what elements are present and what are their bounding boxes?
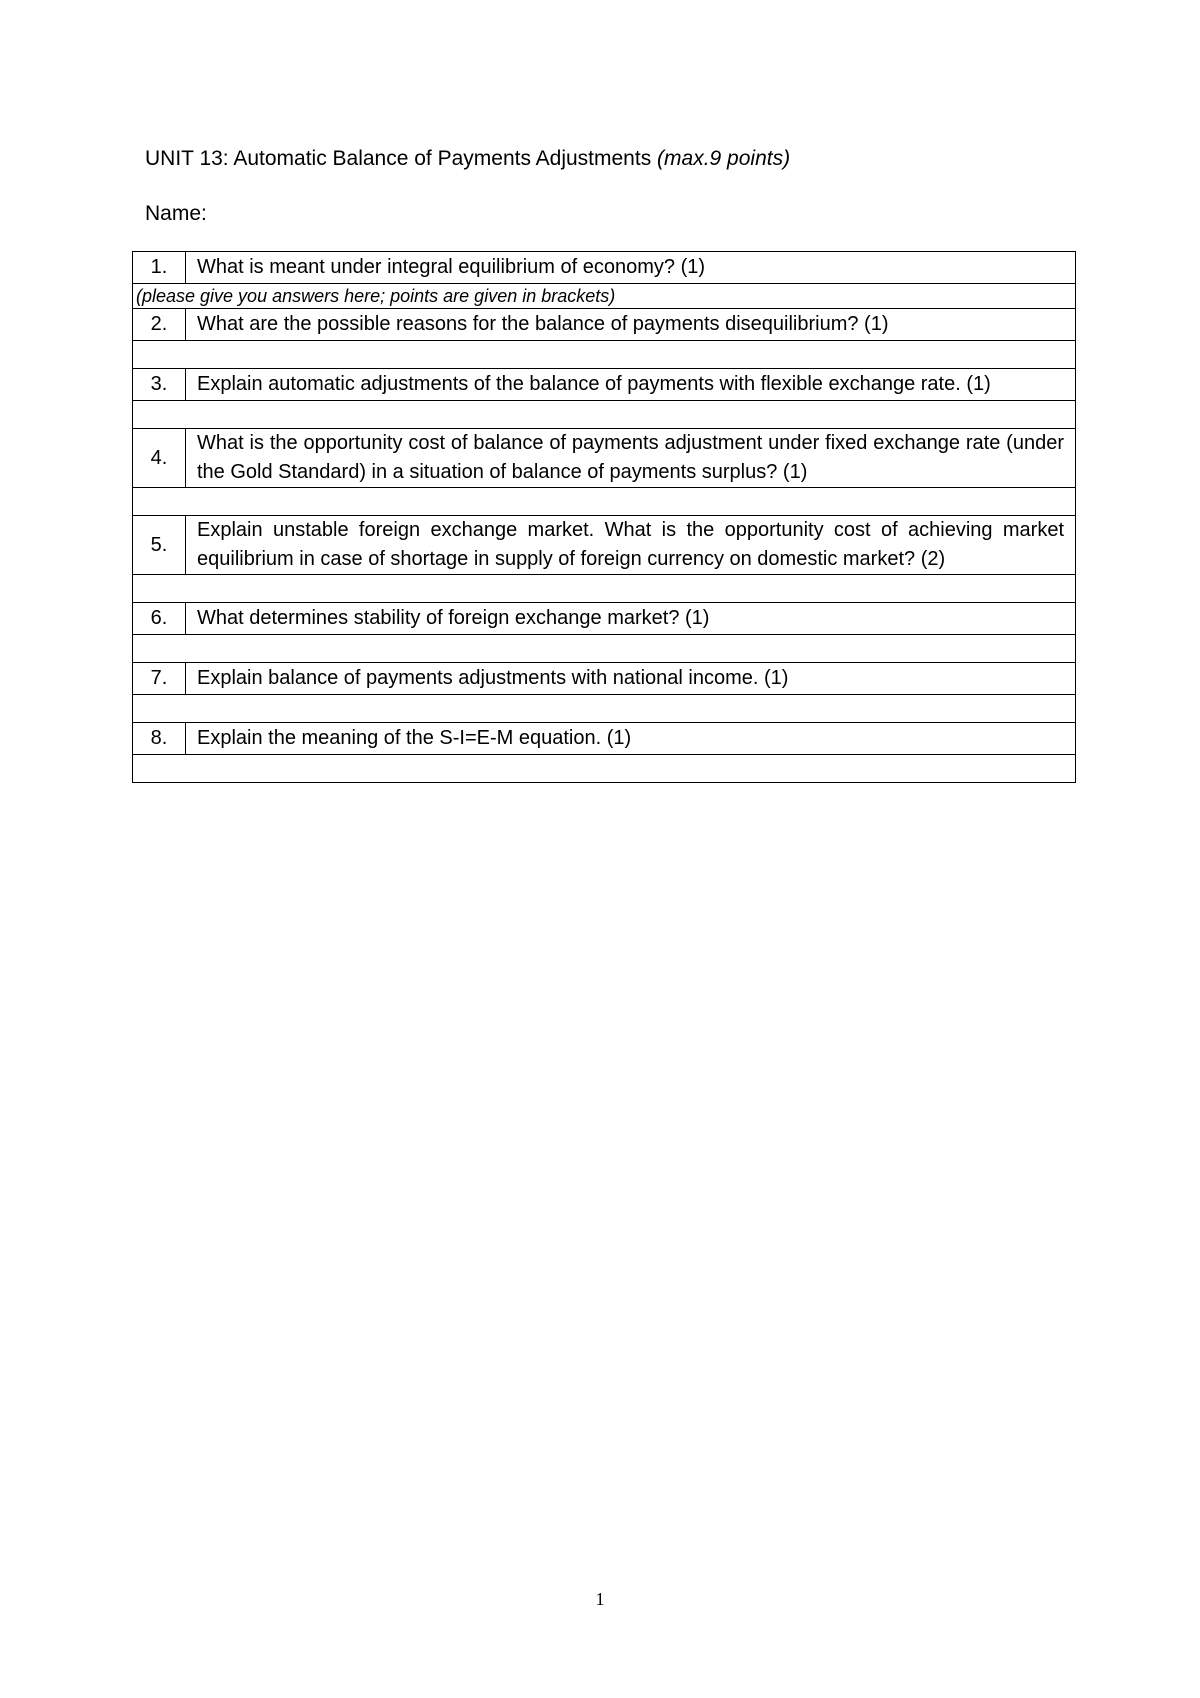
question-number: 5. bbox=[133, 516, 186, 575]
answer-cell[interactable]: (please give you answers here; points are given in brackets) bbox=[133, 284, 1076, 309]
answer-row bbox=[133, 635, 1076, 663]
question-text: Explain unstable foreign exchange market. What is the opportunity cost of achieving market equilibrium in case of shortage in supply of foreign currency on domestic market? (2) bbox=[186, 516, 1076, 575]
answer-cell[interactable] bbox=[133, 575, 1076, 603]
answer-cell[interactable] bbox=[133, 695, 1076, 723]
question-row bbox=[133, 516, 1076, 575]
answer-row bbox=[133, 755, 1076, 783]
answer-cell[interactable] bbox=[133, 341, 1076, 369]
answer-row bbox=[133, 695, 1076, 723]
question-number: 1. bbox=[133, 252, 186, 284]
answer-row bbox=[133, 488, 1076, 516]
title-text: UNIT 13: Automatic Balance of Payments Adjustments bbox=[145, 147, 652, 170]
question-row bbox=[133, 603, 1076, 635]
question-text: Explain automatic adjustments of the balance of payments with flexible exchange rate. (1) bbox=[186, 369, 1076, 401]
question-text: What is the opportunity cost of balance of payments adjustment under fixed exchange rate (under the Gold Standard) in a situation of balance of payments surplus? (1) bbox=[186, 429, 1076, 488]
answer-row bbox=[133, 401, 1076, 429]
question-number: 4. bbox=[133, 429, 186, 488]
question-number: 3. bbox=[133, 369, 186, 401]
question-row bbox=[133, 252, 1076, 284]
question-number: 8. bbox=[133, 723, 186, 755]
name-label: Name: bbox=[145, 202, 207, 225]
answer-cell[interactable] bbox=[133, 401, 1076, 429]
question-row bbox=[133, 369, 1076, 401]
question-row bbox=[133, 309, 1076, 341]
answer-cell[interactable] bbox=[133, 488, 1076, 516]
answer-row bbox=[133, 575, 1076, 603]
question-text: Explain balance of payments adjustments with national income. (1) bbox=[186, 663, 1076, 695]
question-text: What is meant under integral equilibrium of economy? (1) bbox=[186, 252, 1076, 284]
question-row bbox=[133, 663, 1076, 695]
page-number: 1 bbox=[595, 1589, 605, 1609]
answer-cell[interactable] bbox=[133, 635, 1076, 663]
question-number: 6. bbox=[133, 603, 186, 635]
question-number: 7. bbox=[133, 663, 186, 695]
title-subtitle: (max.9 points) bbox=[657, 147, 791, 170]
answer-cell[interactable] bbox=[133, 755, 1076, 783]
answer-row bbox=[133, 284, 1076, 309]
question-text: Explain the meaning of the S-I=E-M equation. (1) bbox=[186, 723, 1076, 755]
questions-table bbox=[132, 251, 1076, 783]
question-row bbox=[133, 429, 1076, 488]
question-number: 2. bbox=[133, 309, 186, 341]
question-text: What determines stability of foreign exchange market? (1) bbox=[186, 603, 1076, 635]
question-row bbox=[133, 723, 1076, 755]
question-text: What are the possible reasons for the balance of payments disequilibrium? (1) bbox=[186, 309, 1076, 341]
page-title bbox=[145, 146, 790, 172]
answer-row bbox=[133, 341, 1076, 369]
